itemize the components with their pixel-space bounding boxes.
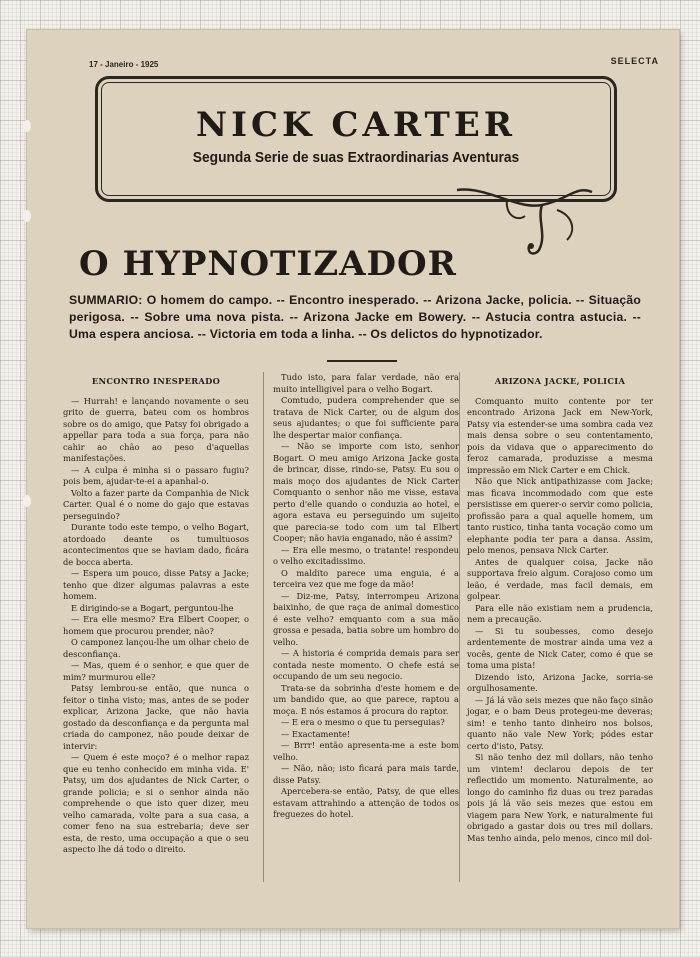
issue-date: 17 - Janeiro - 1925 [89, 60, 159, 69]
paragraph: — Hurrah! e lançando novamente o seu grito de guerra, bateu com os hombros sobre os do amigo, que Patsy foi obrigado a appellar para toda a sua força, para não cahir ao chão ao peso d'aquellas manifestações. [63, 395, 249, 463]
paragraph: Aperceberа-se então, Patsy, de que elles estavam attrahindo a attenção de todos os freguezes do hotel. [273, 786, 459, 819]
paragraph: — Não, não; isto ficará para mais tarde, disse Patsy. [273, 763, 459, 785]
paragraph: — Era elle mesmo? Era Elbert Cooper, o homem que procurou prender, não? [63, 614, 249, 636]
paragraph: Comquanto muito contente por ter encontrado Arizona Jack em New-York, Patsy via estender-se uma sombra cada vez mais densa sobre o seu contentamento, pois da vidava que o apparecimento do feroz camarada, produzisse a mesma impressão em Nick Carter e em Chick. [467, 395, 653, 475]
paragraph: — Quem é este moço? é o melhor rapaz que eu tenho conhecido em minha vida. E' Patsy, um dos ajudantes de Nick Carter, o grande policia; e si o senhor ainda não comprehende o que isto quer dizer, meu velho camarada, volte para a sua casa, a comer feno na sua estrebaria; deve ser esta, de resto, uma occupação a que o seu aspecto lhe dá todo o direito. [63, 752, 249, 854]
paragraph: Comtudo, pudera comprehender que se tratava de Nick Carter, ou de algum dos seus ajudantes; o que foi sufficiente para lhe despertar maior confiança. [273, 395, 459, 440]
paragraph: — Si tu soubesses, como desejo ardentemente de mostrar ainda uma vez a vocês, gente de Nick Cater, como é que se toma uma pista! [467, 625, 653, 670]
summary-block [69, 292, 641, 343]
column-divider [459, 372, 460, 882]
column-3 [467, 372, 653, 844]
column-divider [263, 372, 264, 882]
paragraph: Para elle não existiam nem a prudencia, nem a precaução. [467, 602, 653, 624]
paragraph: Dizendo isto, Arizona Jacke, sorria-se orgulhosamente. [467, 671, 653, 693]
paragraph: Antes de qualquer coisa, Jacke não supportava freio algum. Corajoso como um leão, é verdade, mas facil demais, em golpear. [467, 556, 653, 601]
paragraph: O maldito parece uma enguia, é a terceira vez que me foge da mão! [273, 567, 459, 589]
section-heading: ENCONTRO INESPERADO [91, 376, 221, 386]
story-title: O HYPNOTIZADOR [79, 244, 457, 284]
paragraph: — Diz-me, Patsy, interrompeu Arizona baixinho, de que raça de animal domestico é este velho? emquanto com a sua mão grossa e pesada, batia sobre um hombro do velho. [273, 590, 459, 647]
paragraph: Patsy lembrou-se então, que nunca o feitor o tinha visto; mas, antes de se poder explicar, Arizona Jacke, que não havia gostado da desconfiança e da pergunta mal criada do camponez, não poude deixar de intervir: [63, 683, 249, 751]
paragraph: — Já lá vão seis mezes que não faço sinão jogar, e o bam Deus protegeu-me deveras; sim! e tenho tanto dinheiro nos bolsos, quanto não vale New York; pódes estar certo d'isto, Patsy. [467, 694, 653, 751]
paragraph: O camponez lançou-lhe um olhar cheio de desconfiança. [63, 637, 249, 659]
summary-label: SUMMARIO: [69, 293, 143, 307]
paragraph: — Exactamente! [281, 728, 351, 739]
paragraph: Si não tenho dez mil dollars, não tenho um vintem! declarou depois de ter reflectido um momento. Naturalmente, ao longo do caminho fiz duas ou trez paradas pois já lá vão seis mezes que estou em viagem para New York, e naturalmente fui obrigado a gastar dois ou tres mil dollars. Mas tenho ainda, pelo menos, cinco mil dol- [467, 752, 653, 843]
paragraph: — Não se importe com isto, senhor Bogart. O meu amigo Arizona Jacke gosta de brincar, disse, rindo-se, Patsy. Eu sou o mais moço dos ajudantes de Nick Carter Comquanto o senhor não me visse, estava perto d'elle quando o conduzia ao hotel, e agora estava eu perseguindo um sujeito que parecia-se todo com um tal Elbert Cooper; não havia enganado, não é assim? [273, 441, 459, 543]
paragraph: — E era o mesmo o que tu perseguias? [281, 717, 445, 727]
paragraph: Tudo isto, para falar verdade, não era muito intelligivel para o velho Bogart. [273, 372, 459, 394]
summary-text: O homem do campo. -- Encontro inesperado. -- Arizona Jacke, policia. -- Situação perigosa. -- Sobre uma nova pista. -- Arizona Jacke em Bowery. -- Astucia contra astucia. -- Uma espera anciosa. -- Victoria em toda a linha. -- Os delictos do hypnotizador. [69, 293, 641, 341]
paragraph: Não que Nick antipathizasse com Jacke; mas ficava incommodado com que este persistisse em querer-o servir como policia, profissão para a qual aquelle homem, um tanto rustico, tinha tanta vocação como um elephante podia ter para a dansa. Assim, pelo menos, pensava Nick Carter. [467, 476, 653, 555]
paragraph: — Espera um pouco, disse Patsy a Jacke; tenho que dizer algumas palavras a este homem. [63, 568, 249, 601]
paragraph: Volto a fazer parte da Companhia de Nick Carter. Qual é o nome do gajo que estavas perseguindo? [63, 487, 249, 521]
banner-subtitle: Segunda Serie de suas Extraordinarias Aventuras [192, 149, 520, 166]
section-heading: ARIZONA JACKE, POLICIA [494, 376, 626, 386]
paragraph: E dirigindo-se a Bogart, perguntou-lhe [71, 602, 234, 613]
page-tear [23, 120, 31, 132]
banner-title: NICK CARTER [195, 105, 516, 145]
paragraph: — Brrr! então apresenta-me a este bom velho. [273, 740, 459, 762]
page-tear [23, 495, 31, 507]
paragraph: Trata-se da sobrinha d'este homem e de um bandido que, ao que parece, raptou a moça. E nós estamos á procura do raptor. [273, 682, 459, 716]
paragraph: — Mas, quem é o senhor, e que quer de mim? murmurou elle? [63, 660, 249, 682]
paragraph: Durante todo este tempo, o velho Bogart, atordoado deante os tumultuosos acontecimentos que se haviam dado, ficára de bocca aberta. [63, 522, 249, 567]
column-1 [63, 372, 249, 856]
paragraph: — A historia é comprida demais para ser contada neste momento. O chefe está se occupando de um seu negocio. [273, 648, 459, 681]
ornament-scroll-icon [447, 180, 597, 260]
page-tear [23, 210, 31, 222]
magazine-name: SELECTA [610, 56, 659, 66]
paragraph: — A culpa é minha si o passaro fugiu? pois bem, ajudar-te-ei a apanhal-o. [63, 464, 249, 486]
magazine-page [27, 30, 679, 928]
paragraph: — Era elle mesmo, o tratante! respondeu o velho excitadissimo. [273, 544, 459, 566]
divider-rule [327, 360, 397, 362]
column-2 [273, 372, 459, 821]
